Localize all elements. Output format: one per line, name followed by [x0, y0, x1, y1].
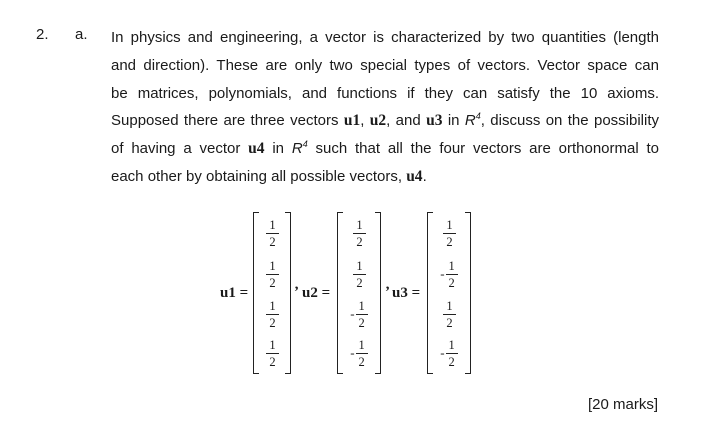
- text-line-5: [111, 135, 659, 163]
- space-symbol: R: [464, 112, 476, 130]
- text-fragment: ,: [360, 112, 370, 130]
- text-line-2: and direction). These are only two special types of vectors. Vector space can: [111, 56, 659, 74]
- question-text: [111, 24, 659, 191]
- vector-separator: ’: [294, 284, 299, 300]
- matrix-entry: [337, 254, 381, 294]
- denominator: 2: [358, 354, 365, 369]
- fraction: [266, 259, 278, 290]
- text-line-4: [111, 107, 659, 135]
- vector-ref-u1: u1: [343, 112, 361, 130]
- denominator: 2: [446, 234, 453, 249]
- denominator: 2: [358, 315, 365, 330]
- matrix-entries: [427, 212, 471, 374]
- fraction: [266, 338, 278, 369]
- text-line-3: be matrices, polynomials, and functions if they can satisfy the 10 axioms.: [111, 84, 659, 102]
- matrix-entry: [337, 213, 381, 253]
- fraction: [353, 259, 365, 290]
- numerator: 1: [353, 259, 365, 275]
- fraction: [446, 338, 458, 369]
- denominator: 2: [446, 315, 453, 330]
- text-fragment: in: [264, 140, 292, 158]
- text-fragment: of having a vector: [111, 140, 249, 158]
- fraction: [266, 299, 278, 330]
- denominator: 2: [356, 234, 363, 249]
- denominator: 2: [448, 275, 455, 290]
- numerator: 1: [443, 299, 455, 315]
- text-fragment: , discuss on the possibility: [480, 112, 660, 130]
- text-fragment: .: [422, 167, 427, 185]
- entry-sign: -: [350, 345, 355, 360]
- vector-ref-u4: u4: [406, 167, 423, 185]
- text-fragment: Supposed there are three vectors: [111, 112, 344, 130]
- fraction: [353, 218, 365, 249]
- vector-label-u1: u1 =: [220, 285, 249, 301]
- text-fragment: each other by obtaining all possible vectors,: [111, 167, 407, 185]
- matrix-u2: [337, 212, 381, 374]
- numerator: 1: [446, 259, 458, 275]
- space-exponent: 4: [302, 139, 308, 150]
- vector-ref-u4: u4: [248, 140, 265, 158]
- matrix-entries: [337, 212, 381, 374]
- matrix-entry: [427, 333, 471, 373]
- denominator: 2: [269, 275, 276, 290]
- matrix-entry: [253, 254, 291, 294]
- matrix-entry: [427, 294, 471, 334]
- vector-separator: ’: [385, 284, 390, 300]
- matrix-u3: [427, 212, 471, 374]
- numerator: 1: [266, 259, 278, 275]
- numerator: 1: [446, 338, 458, 354]
- text-line-6: [111, 163, 659, 191]
- question-number: 2.: [36, 26, 49, 43]
- text-fragment: in: [442, 112, 465, 130]
- fraction: [443, 299, 455, 330]
- question-part: a.: [75, 26, 88, 43]
- space-exponent: 4: [475, 111, 481, 122]
- fraction: [356, 299, 368, 330]
- numerator: 1: [266, 338, 278, 354]
- entry-sign: -: [440, 266, 445, 281]
- fraction: [443, 218, 455, 249]
- matrix-entry: [253, 213, 291, 253]
- vector-label-u3: u3 =: [392, 285, 421, 301]
- denominator: 2: [356, 275, 363, 290]
- numerator: 1: [266, 299, 278, 315]
- matrix-entry: [337, 333, 381, 373]
- entry-sign: -: [350, 306, 355, 321]
- matrix-entry: [427, 213, 471, 253]
- numerator: 1: [443, 218, 455, 234]
- numerator: 1: [356, 299, 368, 315]
- matrix-entry: [253, 333, 291, 373]
- matrix-entry: [253, 294, 291, 334]
- numerator: 1: [353, 218, 365, 234]
- space-symbol: R: [291, 140, 303, 158]
- matrix-u1: [253, 212, 291, 374]
- vector-ref-u3: u3: [426, 112, 443, 130]
- numerator: 1: [356, 338, 368, 354]
- marks-label: [20 marks]: [587, 396, 658, 413]
- vector-ref-u2: u2: [369, 112, 387, 130]
- text-fragment: , and: [386, 112, 427, 130]
- fraction: [446, 259, 458, 290]
- matrix-entries: [253, 212, 291, 374]
- denominator: 2: [269, 354, 276, 369]
- matrix-entry: [337, 294, 381, 334]
- numerator: 1: [266, 218, 278, 234]
- text-line-1: In physics and engineering, a vector is characterized by two quantities (length: [111, 29, 659, 46]
- entry-sign: -: [440, 345, 445, 360]
- denominator: 2: [448, 354, 455, 369]
- text-fragment: such that all the four vectors are orthonormal to: [307, 140, 659, 158]
- vector-label-u2: u2 =: [302, 285, 331, 301]
- matrix-entry: [427, 254, 471, 294]
- fraction: [266, 218, 278, 249]
- fraction: [356, 338, 368, 369]
- denominator: 2: [269, 234, 276, 249]
- denominator: 2: [269, 315, 276, 330]
